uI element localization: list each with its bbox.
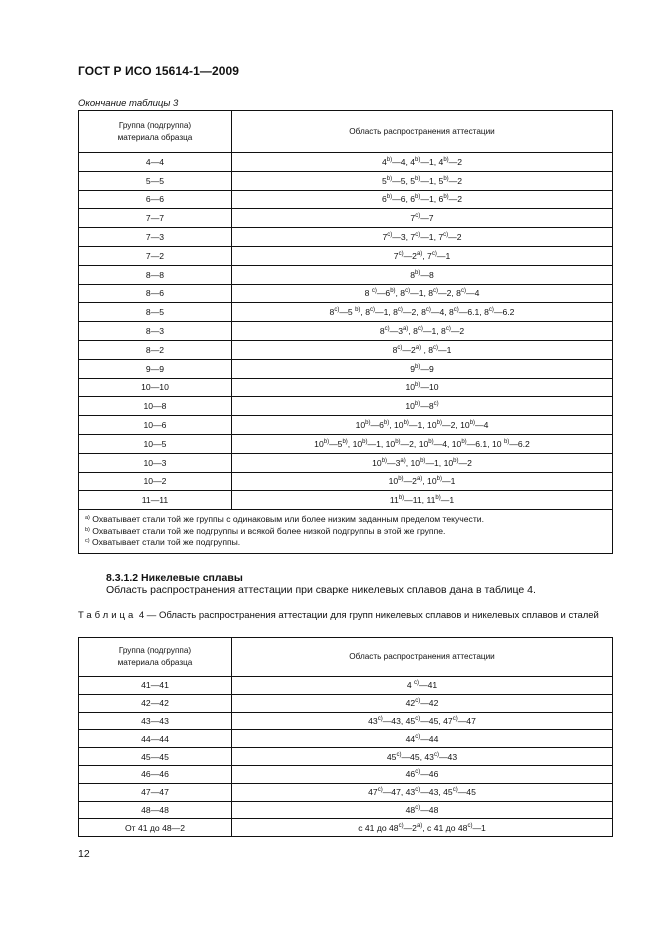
footnote-ref: c) bbox=[433, 288, 439, 295]
table-row bbox=[79, 712, 613, 730]
group-cell: 9—9 bbox=[79, 359, 232, 378]
footnote-ref: a) bbox=[402, 326, 409, 333]
scope-text: , 8 bbox=[408, 326, 418, 337]
scope-cell bbox=[232, 284, 613, 303]
scope-text: 47 bbox=[368, 787, 378, 798]
scope-text: —6 bbox=[370, 420, 384, 431]
footnote-ref: c) bbox=[425, 307, 431, 314]
scope-text: —6, 6 bbox=[392, 194, 416, 205]
scope-text: —9 bbox=[420, 363, 434, 374]
page-number: 12 bbox=[78, 848, 90, 860]
scope-text: 11 bbox=[389, 495, 399, 506]
scope-text: —2, 10 bbox=[441, 420, 470, 431]
scope-text: —1 bbox=[472, 822, 486, 833]
footnote-ref: c) bbox=[453, 307, 459, 314]
footnote-ref: b) bbox=[415, 382, 421, 389]
scope-text: , с 41 до 48 bbox=[422, 822, 468, 833]
table-row bbox=[79, 730, 613, 748]
group-cell: 44—44 bbox=[79, 730, 232, 748]
table-row bbox=[79, 801, 613, 819]
footnote-ref: c) bbox=[433, 401, 439, 408]
scope-cell bbox=[232, 819, 613, 837]
footnote-ref: c) bbox=[415, 715, 421, 722]
scope-text: —2 bbox=[448, 175, 463, 186]
table-row bbox=[79, 322, 613, 341]
table-row bbox=[79, 378, 613, 397]
footnote-ref: b) bbox=[415, 156, 421, 163]
scope-text: —46 bbox=[420, 769, 439, 780]
footnote-ref: b) bbox=[414, 401, 421, 408]
footnote-ref: b) bbox=[415, 194, 421, 201]
scope-text: , 8 bbox=[421, 344, 434, 355]
footnote-ref: b) bbox=[436, 420, 442, 427]
scope-text: —1, 7 bbox=[420, 232, 444, 243]
scope-text: —10 bbox=[420, 382, 439, 393]
scope-cell bbox=[232, 322, 613, 341]
col1-header-line2: материала образца bbox=[117, 658, 193, 667]
footnote-text: Охватывает стали той же подгруппы. bbox=[89, 537, 241, 548]
footnote-ref: c) bbox=[396, 751, 402, 758]
scope-text: —5 bbox=[329, 438, 343, 449]
scope-cell bbox=[232, 472, 613, 491]
footnote-ref: c) bbox=[433, 751, 439, 758]
table4-caption-text: 4 — Область распространения аттестации для групп никелевых сплавов и никелевых сплавов и сталей bbox=[136, 610, 599, 621]
footnote-ref: b) bbox=[386, 175, 393, 182]
scope-cell bbox=[232, 712, 613, 730]
group-cell: 10—2 bbox=[79, 472, 232, 491]
footnote bbox=[85, 526, 606, 538]
scope-cell bbox=[232, 677, 613, 695]
group-cell: 10—3 bbox=[79, 453, 232, 472]
scope-text: —3 bbox=[387, 457, 401, 468]
table-row bbox=[79, 171, 613, 190]
scope-text: 6 bbox=[381, 194, 387, 205]
footnote-ref: a) bbox=[416, 476, 423, 483]
table3-footnotes bbox=[79, 510, 613, 554]
table4-body bbox=[79, 677, 613, 837]
footnote-ref: b) bbox=[436, 476, 442, 483]
footnote-ref: b) bbox=[403, 420, 409, 427]
scope-text: —2 bbox=[402, 344, 416, 355]
scope-text: —1 bbox=[440, 495, 455, 506]
footnote-ref: c) bbox=[398, 822, 404, 829]
footnote-ref: c) bbox=[488, 307, 494, 314]
group-cell: 5—5 bbox=[79, 171, 232, 190]
footnote-ref: b) bbox=[355, 307, 361, 314]
footnote-ref: b) bbox=[398, 495, 405, 502]
group-cell: 7—7 bbox=[79, 209, 232, 228]
table-row bbox=[79, 453, 613, 472]
table-row bbox=[79, 819, 613, 837]
section-heading: 8.3.1.2 Никелевые сплавы bbox=[106, 572, 243, 584]
footnote-ref: c) bbox=[460, 288, 466, 295]
footnote-ref: b) bbox=[342, 438, 348, 445]
table-row bbox=[79, 397, 613, 416]
scope-text: 8 bbox=[392, 344, 398, 355]
table4-caption bbox=[78, 609, 618, 622]
group-cell: 46—46 bbox=[79, 765, 232, 783]
footnote-ref: b) bbox=[386, 156, 393, 163]
table-row bbox=[79, 284, 613, 303]
group-cell: 41—41 bbox=[79, 677, 232, 695]
footnote-mark: a) bbox=[85, 515, 90, 522]
scope-text: 7 bbox=[382, 232, 388, 243]
scope-text: 10 bbox=[372, 457, 382, 468]
table-row bbox=[79, 265, 613, 284]
footnote-ref: c) bbox=[377, 787, 383, 794]
table-row bbox=[79, 246, 613, 265]
footnote-ref: c) bbox=[397, 307, 403, 314]
footnote-ref: b) bbox=[428, 438, 434, 445]
scope-text: 44 bbox=[405, 733, 416, 744]
scope-text: —43 bbox=[438, 751, 458, 762]
footnote-ref: c) bbox=[415, 804, 421, 811]
footnote-ref: a) bbox=[416, 822, 423, 829]
scope-text: с 41 до 48 bbox=[358, 822, 399, 833]
scope-text: 8 bbox=[379, 326, 385, 337]
table4 bbox=[78, 637, 613, 837]
footnote bbox=[85, 514, 606, 526]
scope-cell bbox=[232, 783, 613, 801]
scope-text: —41 bbox=[419, 680, 438, 691]
scope-text: —1, 8 bbox=[374, 307, 398, 318]
scope-text: —1 bbox=[441, 476, 456, 487]
scope-cell bbox=[232, 765, 613, 783]
scope-text: , 10 bbox=[422, 476, 437, 487]
table4-col1-header bbox=[79, 638, 232, 677]
footnote-ref: b) bbox=[435, 495, 441, 502]
footnote-ref: b) bbox=[420, 457, 426, 464]
footnote-ref: b) bbox=[461, 438, 467, 445]
scope-text: —2 bbox=[403, 822, 417, 833]
scope-text: —1, 8 bbox=[422, 326, 446, 337]
scope-text: —11, 11 bbox=[404, 495, 436, 506]
table3-body bbox=[79, 153, 613, 510]
scope-text: 4 bbox=[381, 156, 387, 167]
footnote-ref: c) bbox=[415, 787, 421, 794]
footnote-ref: c) bbox=[431, 250, 437, 257]
footnote-ref: c) bbox=[377, 715, 383, 722]
scope-text: —45 bbox=[457, 787, 476, 798]
footnote-ref: a) bbox=[416, 250, 423, 257]
scope-text: 10 bbox=[405, 401, 415, 412]
table-row bbox=[79, 677, 613, 695]
group-cell: 47—47 bbox=[79, 783, 232, 801]
scope-text: , 10 bbox=[405, 457, 421, 468]
group-cell: 45—45 bbox=[79, 748, 232, 766]
table3-col1-header bbox=[79, 111, 232, 153]
group-cell: 8—6 bbox=[79, 284, 232, 303]
table-row bbox=[79, 303, 613, 322]
footnote-ref: b) bbox=[415, 269, 421, 276]
scope-cell bbox=[232, 153, 613, 172]
footnote-ref: c) bbox=[443, 232, 449, 239]
scope-text: —1, 8 bbox=[410, 288, 434, 299]
scope-text: , 10 bbox=[389, 420, 404, 431]
scope-text: , 8 bbox=[395, 288, 406, 299]
scope-text: 10 bbox=[314, 438, 324, 449]
footnote-ref: c) bbox=[387, 232, 393, 239]
scope-text: —2 bbox=[448, 194, 463, 205]
footnote-text: Охватывает стали той же группы с одинаковым или более низким заданным пределом текучести. bbox=[89, 514, 484, 525]
scope-text: —44 bbox=[420, 733, 439, 744]
scope-cell bbox=[232, 246, 613, 265]
table-row bbox=[79, 190, 613, 209]
scope-cell bbox=[232, 730, 613, 748]
group-cell: 6—6 bbox=[79, 190, 232, 209]
footnote-ref: b) bbox=[386, 194, 393, 201]
table4-col2-header: Область распространения аттестации bbox=[232, 638, 613, 677]
group-cell: 42—42 bbox=[79, 694, 232, 712]
scope-text: —4, 8 bbox=[430, 307, 454, 318]
scope-text: —43, 45 bbox=[420, 787, 453, 798]
scope-cell bbox=[232, 228, 613, 247]
scope-text: —2, 8 bbox=[402, 307, 426, 318]
scope-text: 8 bbox=[364, 288, 372, 299]
footnote-ref: c) bbox=[334, 307, 340, 314]
group-cell: 4—4 bbox=[79, 153, 232, 172]
scope-cell bbox=[232, 209, 613, 228]
scope-text: —45, 43 bbox=[401, 751, 434, 762]
scope-text: —47, 43 bbox=[382, 787, 416, 798]
footnote-mark: c) bbox=[85, 538, 90, 545]
group-cell: 10—5 bbox=[79, 434, 232, 453]
scope-text: —43, 45 bbox=[382, 715, 416, 726]
table-row bbox=[79, 209, 613, 228]
scope-text: —2 bbox=[448, 156, 463, 167]
scope-text: —3, 7 bbox=[392, 232, 416, 243]
footnote-ref: c) bbox=[415, 232, 421, 239]
scope-cell bbox=[232, 303, 613, 322]
scope-cell bbox=[232, 340, 613, 359]
scope-text: 4 bbox=[406, 680, 414, 691]
footnote-ref: c) bbox=[415, 213, 421, 220]
scope-text: —2 bbox=[450, 326, 465, 337]
scope-text: 10 bbox=[388, 476, 399, 487]
group-cell: 7—3 bbox=[79, 228, 232, 247]
scope-text: —6.2 bbox=[509, 438, 530, 449]
footnote-ref: a) bbox=[415, 344, 422, 351]
table3-caption: Окончание таблицы 3 bbox=[78, 98, 179, 109]
group-cell: 48—48 bbox=[79, 801, 232, 819]
scope-text: 42 bbox=[405, 698, 416, 709]
scope-text: —2 bbox=[458, 457, 472, 468]
group-cell: 7—2 bbox=[79, 246, 232, 265]
group-cell: 10—6 bbox=[79, 416, 232, 435]
footnote-ref: b) bbox=[381, 457, 388, 464]
table3-col2-header: Область распространения аттестации bbox=[232, 111, 613, 153]
scope-text: —1 bbox=[436, 250, 451, 261]
scope-text: —5, 5 bbox=[392, 175, 416, 186]
table-row bbox=[79, 748, 613, 766]
table-row bbox=[79, 153, 613, 172]
scope-text: , 10 bbox=[347, 438, 363, 449]
scope-cell bbox=[232, 190, 613, 209]
scope-text: —5 bbox=[339, 307, 356, 318]
footnote-ref: b) bbox=[503, 438, 510, 445]
scope-text: —45, 47 bbox=[420, 715, 453, 726]
scope-cell bbox=[232, 171, 613, 190]
footnote-ref: c) bbox=[414, 680, 419, 687]
scope-text: , 7 bbox=[422, 250, 432, 261]
scope-text: —6 bbox=[376, 288, 391, 299]
scope-cell bbox=[232, 378, 613, 397]
scope-text: —2, 8 bbox=[438, 288, 461, 299]
col1-header-line1: Группа (подгруппа) bbox=[118, 120, 192, 130]
group-cell: 8—3 bbox=[79, 322, 232, 341]
footnote-ref: b) bbox=[390, 288, 396, 295]
footnote-ref: c) bbox=[445, 326, 451, 333]
group-cell: 11—11 bbox=[79, 491, 232, 510]
table-row bbox=[79, 359, 613, 378]
table-row bbox=[79, 783, 613, 801]
scope-text: 7 bbox=[393, 250, 399, 261]
table-row bbox=[79, 416, 613, 435]
footnote-ref: c) bbox=[452, 787, 458, 794]
footnote-text: Охватывает стали той же подгруппы и всякой более низкой подгруппы в этой же группе. bbox=[89, 525, 446, 536]
scope-cell bbox=[232, 491, 613, 510]
scope-cell bbox=[232, 416, 613, 435]
scope-text: 9 bbox=[410, 363, 416, 374]
scope-text: —7 bbox=[420, 213, 434, 224]
scope-text: —1, 5 bbox=[420, 175, 444, 186]
group-cell: 8—5 bbox=[79, 303, 232, 322]
footnote-ref: c) bbox=[452, 715, 458, 722]
scope-text: 43 bbox=[368, 715, 378, 726]
scope-text: —8 bbox=[420, 401, 434, 412]
scope-text: —8 bbox=[420, 269, 434, 280]
scope-text: —1, 4 bbox=[420, 156, 444, 167]
footnote-ref: b) bbox=[443, 194, 449, 201]
scope-cell bbox=[232, 453, 613, 472]
col1-header-line1: Группа (подгруппа) bbox=[118, 646, 192, 655]
group-cell: От 41 до 48—2 bbox=[79, 819, 232, 837]
footnote-ref: c) bbox=[415, 733, 421, 740]
document-header: ГОСТ Р ИСО 15614-1—2009 bbox=[78, 64, 240, 78]
scope-text: —2 bbox=[403, 476, 417, 487]
scope-text: —2 bbox=[403, 250, 417, 261]
group-cell: 10—10 bbox=[79, 378, 232, 397]
footnote-ref: c) bbox=[369, 307, 375, 314]
footnote-ref: b) bbox=[383, 420, 390, 427]
footnote-ref: a) bbox=[400, 457, 406, 464]
scope-text: —1, 10 bbox=[425, 457, 454, 468]
scope-text: —42 bbox=[420, 698, 439, 709]
scope-text: 10 bbox=[355, 420, 366, 431]
footnote-ref: b) bbox=[362, 438, 368, 445]
scope-text: —4, 4 bbox=[392, 156, 416, 167]
table-row bbox=[79, 228, 613, 247]
footnote-ref: b) bbox=[443, 175, 449, 182]
group-cell: 8—2 bbox=[79, 340, 232, 359]
scope-text: 7 bbox=[410, 213, 416, 224]
scope-text: , 8 bbox=[360, 307, 370, 318]
scope-text: 8 bbox=[410, 269, 416, 280]
table-row bbox=[79, 491, 613, 510]
table-row bbox=[79, 472, 613, 491]
scope-text: —6.2 bbox=[493, 307, 515, 318]
scope-text: —2, 10 bbox=[400, 438, 429, 449]
scope-cell bbox=[232, 801, 613, 819]
table3 bbox=[78, 110, 613, 554]
scope-cell bbox=[232, 434, 613, 453]
footnote-ref: c) bbox=[371, 288, 377, 295]
scope-cell bbox=[232, 397, 613, 416]
scope-text: 48 bbox=[405, 804, 416, 815]
footnote-mark: b) bbox=[85, 526, 90, 533]
scope-text: 46 bbox=[405, 769, 416, 780]
table-row bbox=[79, 765, 613, 783]
footnote-ref: c) bbox=[405, 288, 411, 295]
footnote-ref: c) bbox=[415, 698, 421, 705]
footnote bbox=[85, 537, 606, 549]
scope-text: 45 bbox=[386, 751, 397, 762]
scope-text: —2 bbox=[448, 232, 462, 243]
table4-caption-label: Таблица bbox=[78, 610, 137, 621]
table-row bbox=[79, 434, 613, 453]
scope-text: 10 bbox=[405, 382, 416, 393]
footnote-ref: c) bbox=[398, 250, 404, 257]
footnote-ref: b) bbox=[469, 420, 476, 427]
scope-cell bbox=[232, 265, 613, 284]
scope-text: —1, 6 bbox=[420, 194, 444, 205]
footnote-ref: c) bbox=[417, 326, 423, 333]
scope-text: —1, 10 bbox=[408, 420, 437, 431]
scope-cell bbox=[232, 694, 613, 712]
footnote-ref: c) bbox=[415, 769, 421, 776]
scope-text: —6.1, 10 bbox=[466, 438, 504, 449]
scope-text: —1, 10 bbox=[367, 438, 396, 449]
scope-cell bbox=[232, 748, 613, 766]
footnote-ref: b) bbox=[395, 438, 401, 445]
group-cell: 10—8 bbox=[79, 397, 232, 416]
table-row bbox=[79, 340, 613, 359]
scope-text: —4 bbox=[475, 420, 489, 431]
footnote-ref: b) bbox=[443, 156, 449, 163]
table-row bbox=[79, 694, 613, 712]
footnote-ref: b) bbox=[415, 175, 421, 182]
scope-text: 5 bbox=[381, 175, 387, 186]
footnote-ref: b) bbox=[453, 457, 459, 464]
scope-text: 8 bbox=[329, 307, 335, 318]
col1-header-line2: материала образца bbox=[117, 132, 193, 142]
footnote-ref: b) bbox=[398, 476, 404, 483]
footnote-ref: c) bbox=[467, 822, 473, 829]
footnote-ref: b) bbox=[323, 438, 330, 445]
footnote-ref: c) bbox=[433, 344, 439, 351]
scope-text: —4 bbox=[465, 288, 480, 299]
scope-text: —1 bbox=[438, 344, 452, 355]
section-text: Область распространения аттестации при сварке никелевых сплавов дана в таблице 4. bbox=[106, 584, 536, 596]
scope-text: —47 bbox=[457, 715, 476, 726]
group-cell: 8—8 bbox=[79, 265, 232, 284]
scope-text: —4, 10 bbox=[433, 438, 462, 449]
footnote-ref: c) bbox=[397, 344, 403, 351]
footnote-ref: b) bbox=[365, 420, 371, 427]
scope-text: —48 bbox=[420, 804, 439, 815]
scope-cell bbox=[232, 359, 613, 378]
group-cell: 43—43 bbox=[79, 712, 232, 730]
scope-text: —6.1, 8 bbox=[458, 307, 489, 318]
footnote-ref: b) bbox=[415, 363, 421, 370]
scope-text: —3 bbox=[389, 326, 403, 337]
footnote-ref: c) bbox=[384, 326, 390, 333]
